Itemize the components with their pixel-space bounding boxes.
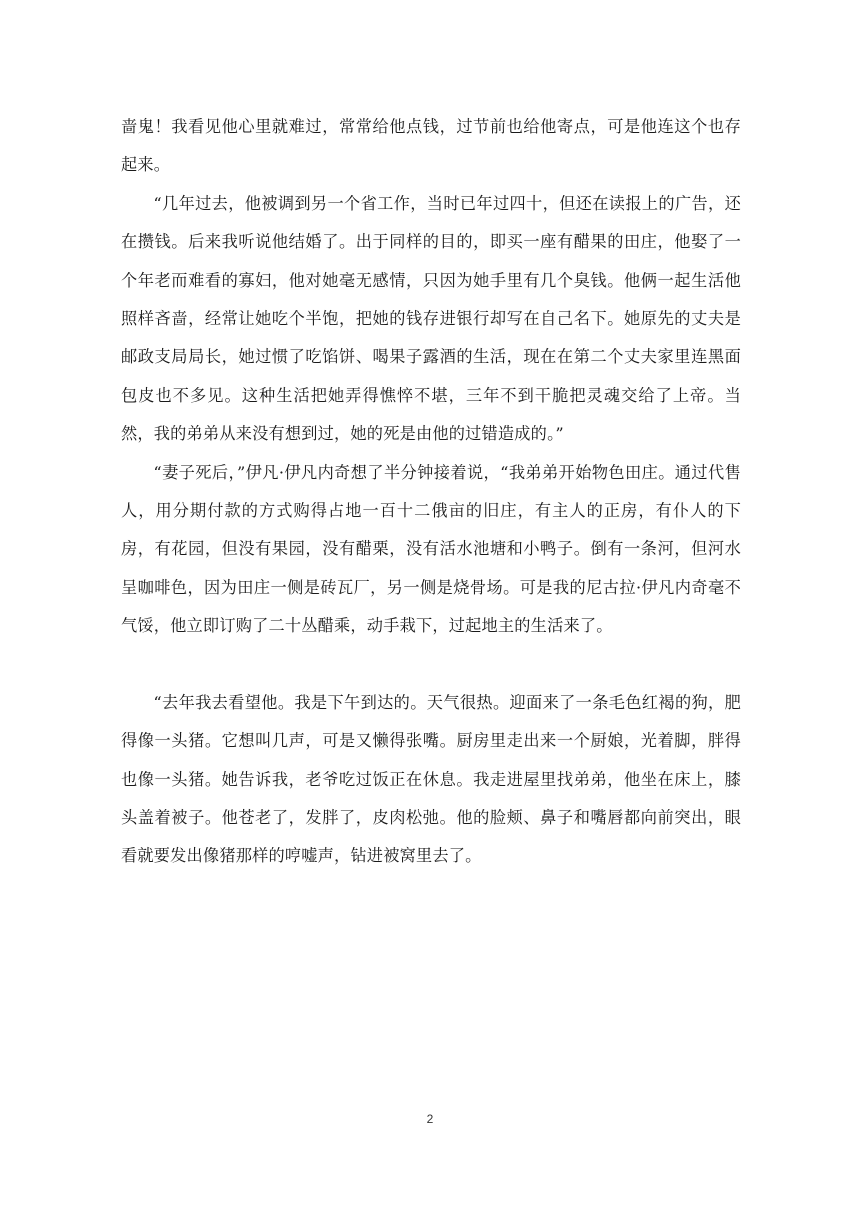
paragraph-3: “妻子死后，”伊凡·伊凡内奇想了半分钟接着说，“我弟弟开始物色田庄。通过代售人，用分期付款的方式购得占地一百十二俄亩的旧庄，有主人的正房，有仆人的下房，有花园，但没有果园，没有醋栗，没有活水池塘和小鸭子。倒有一条河，但河水呈咖啡色，因为田庄一侧是砖瓦厂，另一侧是烧骨场。可是我的尼古拉·伊凡内奇毫不气馁，他立即订购了二十丛醋乘，动手栽下，过起地主的生活来了。 (121, 462, 741, 636)
page-body (121, 108, 741, 876)
page-number: 2 (426, 1112, 434, 1126)
paragraph-gap (121, 646, 741, 684)
paragraph-4: “去年我去看望他。我是下午到达的。天气很热。迎面来了一条毛色红褐的狗，肥得像一头猪。它想叫几声，可是又懒得张嘴。厨房里走出来一个厨娘，光着脚，胖得也像一头猪。她告诉我，老爷吃过饭正在休息。我走进屋里找弟弟，他坐在床上，膝头盖着被子。他苍老了，发胖了，皮肉松弛。他的脸颊、鼻子和嘴唇都向前突出，眼看就要发出像猪那样的哼嘘声，钻进被窝里去了。 (121, 692, 741, 866)
paragraph-2: “几年过去，他被调到另一个省工作，当时已年过四十，但还在读报上的广告，还在攒钱。后来我听说他结婚了。出于同样的目的，即买一座有醋果的田庄，他娶了一个年老而难看的寡妇，他对她毫无感情，只因为她手里有几个臭钱。他俩一起生活他照样吝啬，经常让她吃个半饱，把她的钱存进银行却写在自己名下。她原先的丈夫是邮政支局局长，她过惯了吃馅饼、喝果子露酒的生活，现在在第二个丈夫家里连黑面包皮也不多见。这种生活把她弄得憔悴不堪，三年不到干脆把灵魂交给了上帝。当然，我的弟弟从来没有想到过，她的死是由他的过错造成的。” (121, 193, 741, 444)
paragraph-1: 啬鬼！我看见他心里就难过，常常给他点钱，过节前也给他寄点，可是他连这个也存起来。 (121, 117, 741, 175)
